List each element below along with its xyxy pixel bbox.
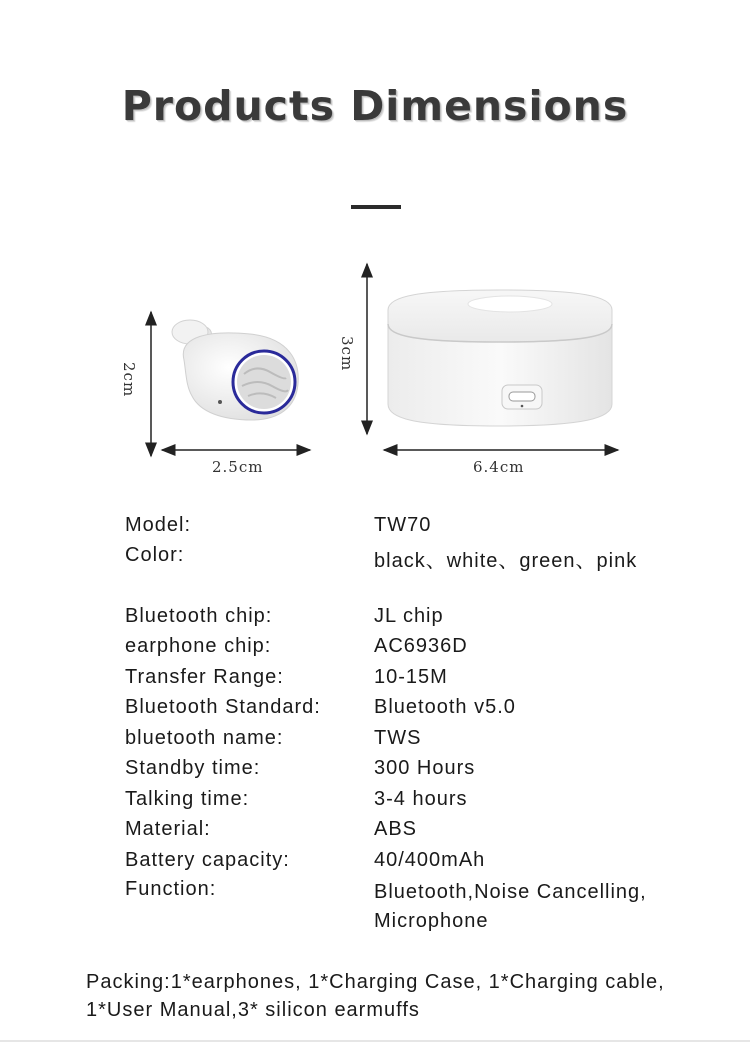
spec-label: Battery capacity: xyxy=(125,849,290,871)
spec-row-transfer-range xyxy=(0,666,750,696)
spec-row-model xyxy=(0,514,750,544)
dimension-drawing xyxy=(0,250,750,490)
spec-row-bluetooth-name xyxy=(0,727,750,757)
earbud-width-label: 2.5cm xyxy=(212,458,264,476)
case-width-label: 6.4cm xyxy=(473,458,525,476)
spec-label: Material: xyxy=(125,818,211,840)
title-underline xyxy=(351,205,401,209)
spec-value: TWS xyxy=(374,727,422,749)
spec-row-standby-time xyxy=(0,757,750,787)
spec-label: Model: xyxy=(125,514,192,536)
spec-label: bluetooth name: xyxy=(125,727,284,749)
spec-value: TW70 xyxy=(374,514,432,536)
product-dimensions-figure xyxy=(0,250,750,490)
spec-value: 300 Hours xyxy=(374,757,476,779)
spec-row-battery-capacity xyxy=(0,849,750,879)
spec-row-bluetooth-chip xyxy=(0,605,750,635)
spec-value: JL chip xyxy=(374,605,444,627)
spec-label: Bluetooth chip: xyxy=(125,605,273,627)
spec-value: 40/400mAh xyxy=(374,849,486,871)
packing-list: Packing:1*earphones, 1*Charging Case, 1*Charging cable, 1*User Manual,3* silicon earmuffs xyxy=(86,971,665,1021)
spec-row-color xyxy=(0,544,750,574)
spec-label: earphone chip: xyxy=(125,635,272,657)
spec-value: 3-4 hours xyxy=(374,788,468,810)
spec-label: Function: xyxy=(125,878,217,900)
spec-label: Transfer Range: xyxy=(125,666,284,688)
spec-row-bluetooth-standard xyxy=(0,696,750,726)
spec-value: AC6936D xyxy=(374,635,468,657)
spec-row-function xyxy=(0,878,750,938)
spec-row-earphone-chip xyxy=(0,635,750,665)
case-height-label: 3cm xyxy=(338,336,356,372)
charging-case-image xyxy=(388,290,612,426)
spec-value: ABS xyxy=(374,818,418,840)
spec-row-talking-time xyxy=(0,788,750,818)
spec-label: Standby time: xyxy=(125,757,261,779)
spec-value: 10-15M xyxy=(374,666,448,688)
spec-row-material xyxy=(0,818,750,848)
earbud-height-label: 2cm xyxy=(120,362,138,398)
spec-label: Bluetooth Standard: xyxy=(125,696,321,718)
earbud-image xyxy=(172,320,298,420)
spec-label: Talking time: xyxy=(125,788,250,810)
spec-value: Bluetooth v5.0 xyxy=(374,696,516,718)
spec-label: Color: xyxy=(125,544,185,566)
spec-value: black、white、green、pink xyxy=(374,550,638,572)
page-title: Products Dimensions xyxy=(121,82,629,130)
spec-value: Bluetooth,Noise Cancelling, Microphone xyxy=(374,881,647,932)
